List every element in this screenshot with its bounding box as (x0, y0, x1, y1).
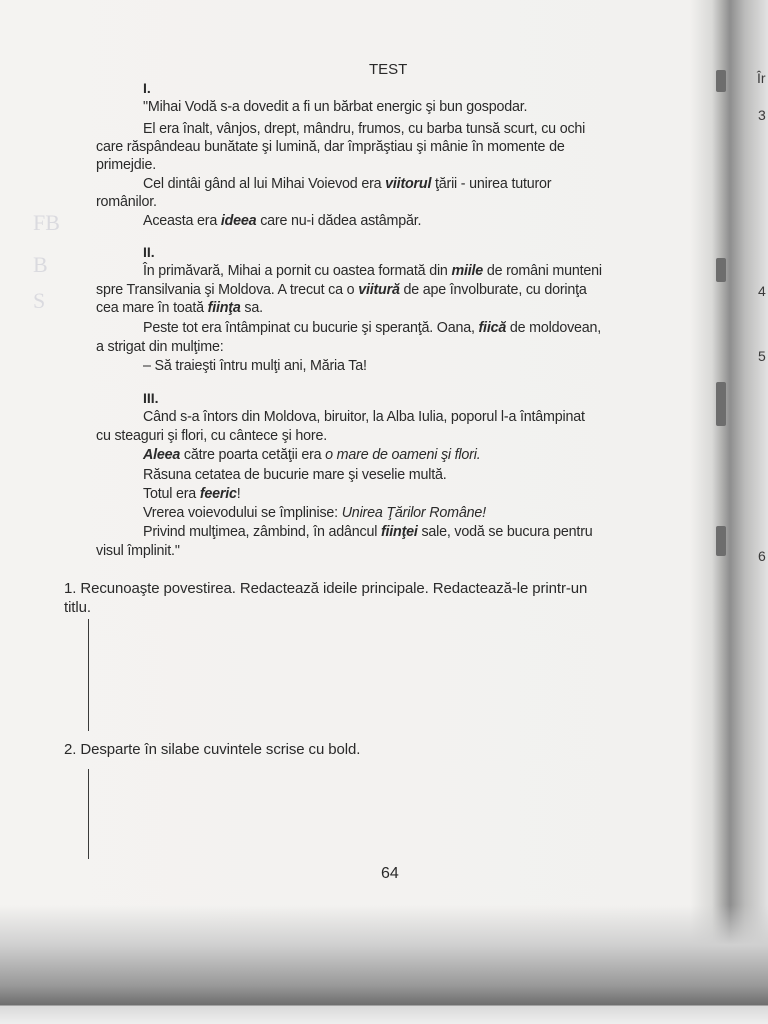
bold-word: ideea (220, 213, 257, 229)
bold-word: fiinţa (207, 300, 241, 316)
italic-span: Unirea Ţărilor Române! (341, 505, 486, 521)
text-line (96, 300, 263, 317)
text-span: sale, vodă se bucura pentru (417, 524, 593, 540)
text-line (143, 213, 421, 230)
bold-word: viitură (358, 282, 400, 298)
bold-word: miile (451, 263, 484, 279)
text-line: românilor. (96, 194, 157, 210)
text-span: de români munteni (483, 263, 602, 279)
text-line: El era înalt, vânjos, drept, mândru, frumos, cu barba tunsă scurt, cu ochi (143, 121, 586, 137)
text-line: cu steaguri şi flori, cu cântece şi hore. (96, 428, 327, 444)
text-line: Când s-a întors din Moldova, biruitor, la Alba Iulia, poporul l-a întâmpinat (143, 409, 585, 425)
text-span: În primăvară, Mihai a pornit cu oastea formată din (143, 263, 452, 279)
adjacent-page-glyph: 5 (758, 348, 766, 364)
page-edge-mark (716, 70, 726, 92)
text-span: Privind mulţimea, zâmbind, în adâncul (143, 524, 381, 540)
text-span: de moldovean, (506, 320, 602, 336)
text-span: sa. (240, 300, 263, 316)
text-line: visul împlinit." (96, 543, 180, 559)
text-span: Vrerea voievodului se împlinise: (143, 505, 342, 521)
bold-word: feeric (199, 486, 237, 502)
answer-area-2 (88, 769, 89, 859)
text-line: a strigat din mulţime: (96, 339, 224, 355)
text-span: ! (236, 486, 241, 502)
margin-watermark-s: S (33, 288, 46, 313)
text-line: "Mihai Vodă s-a dovedit a fi un bărbat energic şi bun gospodar. (143, 99, 528, 115)
text-line (96, 282, 587, 299)
text-line: primejdie. (96, 157, 156, 173)
text-span: către poarta cetăţii era (180, 447, 326, 463)
text-span: Totul era (143, 486, 200, 502)
text-line (143, 320, 601, 337)
section-heading-2: II. (143, 244, 155, 260)
bold-word: fiică (478, 320, 507, 336)
answer-area-1 (88, 619, 89, 731)
margin-watermark-b: B (33, 252, 48, 277)
text-line: care răspândeau bunătate şi lumină, dar împrăştiau şi mânie în momente de (96, 139, 565, 155)
text-line (143, 524, 593, 541)
adjacent-page-glyph: 6 (758, 548, 766, 564)
text-line: – Să traieşti întru mulţi ani, Măria Ta! (143, 358, 367, 374)
page-title: TEST (369, 61, 408, 78)
section-heading-1: I. (143, 80, 151, 96)
italic-span: o mare de oameni şi flori. (325, 447, 481, 463)
page-edge-mark (716, 258, 726, 282)
question-1: 1. Recunoaşte povestirea. Redactează ideile principale. Redactează-le printr-un (64, 580, 588, 597)
adjacent-page-glyph: 3 (758, 107, 766, 123)
page-edge-mark (716, 382, 726, 426)
text-span: de ape învolburate, cu dorinţa (399, 282, 587, 298)
bold-word: viitorul (385, 176, 432, 192)
adjacent-page-glyph: Îr (757, 70, 766, 86)
section-heading-3: III. (143, 390, 159, 406)
page-edge-mark (716, 526, 726, 556)
bold-word: fiinţei (380, 524, 418, 540)
text-line (143, 447, 480, 464)
page-bottom-shadow (0, 905, 768, 1024)
text-span: ţării - unirea tuturor (431, 176, 552, 192)
text-span: care nu-i dădea astâmpăr. (256, 213, 422, 229)
page-number: 64 (381, 865, 399, 882)
question-2: 2. Desparte în silabe cuvintele scrise cu bold. (64, 741, 361, 758)
text-line (143, 263, 602, 280)
text-span: spre Transilvania şi Moldova. A trecut ca o (96, 282, 359, 298)
text-span: cea mare în toată (96, 300, 208, 316)
margin-watermark-fb: FB (33, 210, 60, 235)
text-span: Aceasta era (143, 213, 221, 229)
text-line: Răsuna cetatea de bucurie mare şi veselie multă. (143, 467, 447, 483)
text-line (143, 486, 241, 503)
question-1-continued: titlu. (64, 599, 91, 616)
text-span: Peste tot era întâmpinat cu bucurie şi speranţă. Oana, (143, 320, 479, 336)
text-span: Cel dintâi gând al lui Mihai Voievod era (143, 176, 386, 192)
adjacent-page-glyph: 4 (758, 283, 766, 299)
bold-word: Aleea (143, 447, 181, 463)
text-line (143, 176, 551, 193)
text-line (143, 505, 486, 522)
